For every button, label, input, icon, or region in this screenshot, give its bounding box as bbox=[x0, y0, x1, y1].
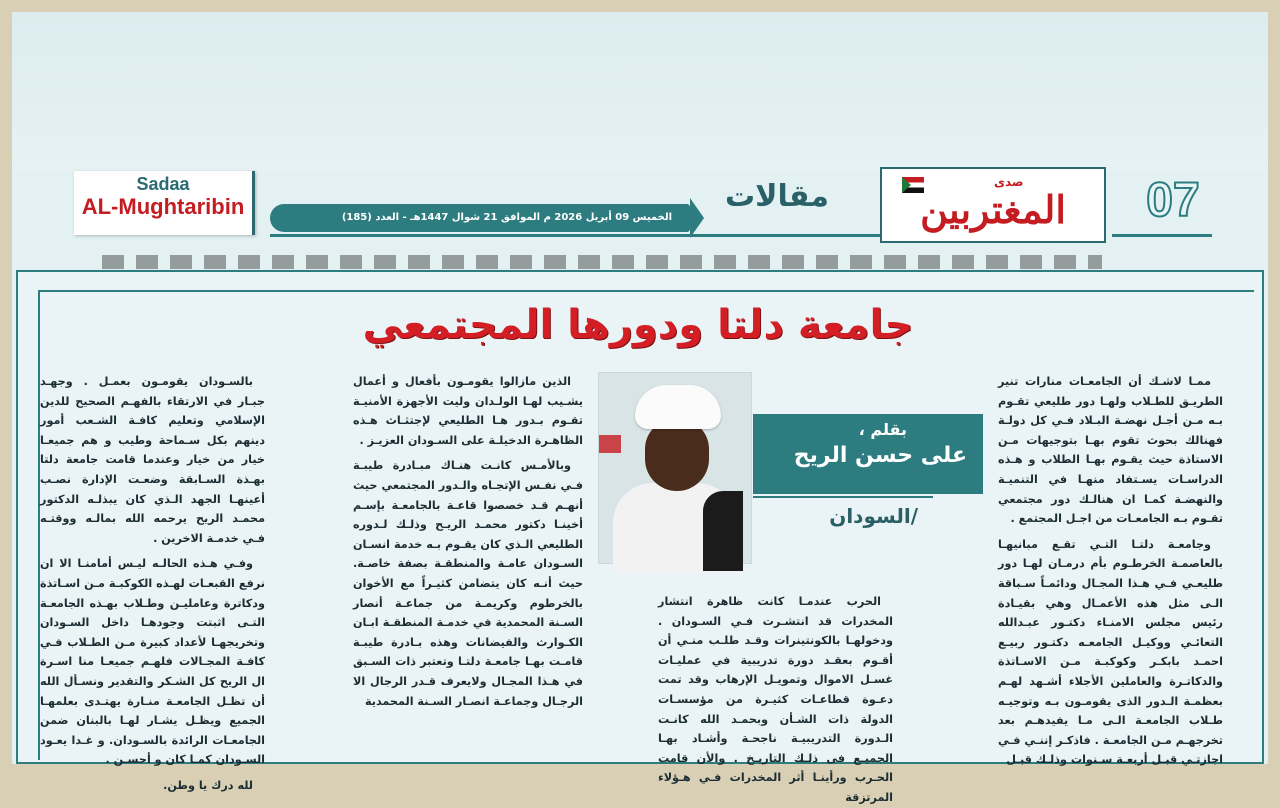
article-column-4 bbox=[40, 372, 265, 792]
date-issue-bar: الخميس 09 أبريل 2026 م الموافق 21 شوال 1447هـ - العدد (185) bbox=[270, 204, 690, 232]
paragraph: ممـا لاشـك أن الجامعـات منارات تنير الطريـق للطـلاب ولهـا دور طليعي تقـوم بـه مـن أجـل نهضـة البـلاد فـي كل دولـة فهنالك بحوث تقوم بهـا بتوجيهات مـن الاستاذة حيث يقـوم بهـا الطلاب و هـذه الدراسـات يسـتفاد منهـا في التنميـة والنهضـة كمـا ان هنالـك دور مجتمعي تقـوم بـه الجامعـات من اجـل المجتمع . bbox=[998, 375, 1223, 526]
brand-small: Sadaa bbox=[136, 174, 190, 194]
page-header bbox=[12, 167, 1268, 257]
page-number: 07 bbox=[1146, 174, 1200, 227]
logo-small-text: صدى bbox=[994, 175, 1024, 189]
byline-country: /السودان bbox=[829, 504, 918, 528]
paragraph: وجامعـة دلتـا التـي تقـع مبانيهـا بالعاصمـة الخرطـوم بأم درمـان لهـا دور طليعـي فـي هـذا المجـال ودائمـاً سـباقة الـى مثل هذه الأعمـال وهي بقيـادة رئيس مجلس الامنـاء دكتـور عبـدالله التعائـي ووكيـل الجامعـه دكتـور ربيـع احمـد بابكـر وكوكبـة مـن الاسـاتذة والدكاتـرة والعاملين الأجلاء أشـهد لهـم بعظمـة الـدور الذى يقومـون بـه وتوجيـه طـلاب الجامعـة الـى مـا يفيدهـم بعد تخرجهـم مـن الجامعـة . فاذكـر إننـي فـي اجازتـي قبـل أربعـة سـنوات وذلـك قبـل bbox=[998, 537, 1223, 767]
brand-big: AL-Mughtaribin bbox=[81, 194, 245, 219]
article-frame bbox=[16, 270, 1264, 804]
cropped-previous-headline bbox=[102, 255, 1102, 269]
top-blank-band bbox=[12, 12, 1268, 172]
byline-block bbox=[598, 372, 998, 572]
byline-rule bbox=[753, 496, 933, 498]
brand-logo-latin bbox=[74, 171, 255, 235]
logo-big-text: المغتربين bbox=[920, 187, 1066, 232]
paragraph: الذين مازالوا يقومـون بأفعال و أعمال يشـيب لهـا الولـدان وليت الأجهزة الأمنيـة تقـوم بـدور هـا الطليعي لإجتثـاث هـذه الظاهـرة الدخيلـة على السـودان العزيـز . bbox=[353, 375, 583, 447]
section-title: مقالات bbox=[725, 179, 829, 214]
frame-top-rule bbox=[38, 290, 1254, 292]
paragraph: الحرب عندمـا كانت ظاهرة انتشار المخدرات قد انتشـرت فـي السـودان . ودخولهـا بالكونتينرات وقـد طلـب منـي أن أقـوم بعقـد دورة تدريبية في عمليـات غسـل الاموال وتمويـل الإرهاب وقد تمت دعـوة قطاعـات كثيـرة من مؤسسـات الدولة ذات الشـأن وبحمـد الله كانـت الـدورة التدريبيـة ناجحـة وأشـاد بهـا الجميـع فى ذلـك التاريـخ . والأن قامت الحـرب ورأينـا أثر المخدرات فـي هـؤلاء المرتزقة bbox=[658, 595, 893, 804]
masthead-logo bbox=[880, 167, 1106, 243]
article-column-3 bbox=[353, 372, 583, 752]
article-column-2 bbox=[658, 592, 893, 804]
paragraph: وبالأمـس كانـت هنـاك مبـادرة طيبـة فـي نفـس الإتجـاه والـدور المجتمعي حيث أنهـم قـد خصصوا قاعـة بالجامعـة بإسـم أخينـا دكتور محمـد الريـح وذلـك لـدوره الطليعي الـذي كان يقـوم بـه خدمة انسـان السـودان عامـة والمنطقـة بصفة خاصـة. حيث أنـه كان يتضامن كثيـراً مع الأخوان بالخرطوم وكريمـة من جماعـة أنصار السـنة المحمدية في خدمـة المنطقـة ابـان الكـوارث والفيضانات وهذه بـادرة طيبـة قامـت بهـا جامعـة دلتـا وتعتبر ذات السـبق في هـذا المجـال ولايعرف قـدر الرجال الا الرجـال وجماعـة انصـار السـنة المحمدية bbox=[353, 459, 583, 708]
article-column-1 bbox=[998, 372, 1223, 767]
paragraph: وفـي هـذه الحالـه ليـس أمامنـا الا ان نرفع القبعـات لهـذه الكوكبـة مـن اسـاتذة ودكاترة وعامليـن وطـلاب بهـذه الجامعـة التـى اثبتت وجودهـا داخل السـودان وتخريجهـا لأعداد كبيرة مـن الطـلاب فـي كافـة المجـالات فلهـم جميعـا منا اسـرة ال الريح كل الشـكر والتقدير ونسـأل الله أن تظـل الجامعـة منـارة يهتـدى بعلمهـا الجميع ويظـل يشـار لهـا بالبنان ضمن الجامعـات الرائدة بالسـودان. و غـدا يعـود السـودان كمـا كان و أحسـن . bbox=[40, 557, 265, 767]
byline-box bbox=[753, 414, 983, 494]
header-rule-right bbox=[1112, 234, 1212, 237]
article-headline: جامعة دلتا ودورها المجتمعي bbox=[362, 302, 914, 348]
header-rule bbox=[270, 234, 882, 237]
newspaper-page bbox=[12, 12, 1268, 804]
byline-label: بقلم ، bbox=[858, 420, 907, 439]
signoff: لله درك يا وطن. bbox=[163, 778, 253, 792]
byline-author: على حسن الريح bbox=[793, 443, 967, 468]
paragraph: بالسـودان يقومـون بعمـل . وجهـد جبـار في الارتقاء بالفهـم الصحيح للدين الإسلامي وتعليم كافـة الشـعب أمور دينهم بكل سـماحة وطيب و هم جميعـا خيار من خيار وعندما قامت جامعة دلتا بهـذة السـابقة وضعـت الإدارة نصـب أعينهـا الجهد الـذي كان يبذلـه الدكتور محمـد الريح يرحمه الله بمالـه ووقتـه فـي خدمـة الاخرين . bbox=[40, 375, 265, 545]
author-photo bbox=[598, 372, 752, 564]
